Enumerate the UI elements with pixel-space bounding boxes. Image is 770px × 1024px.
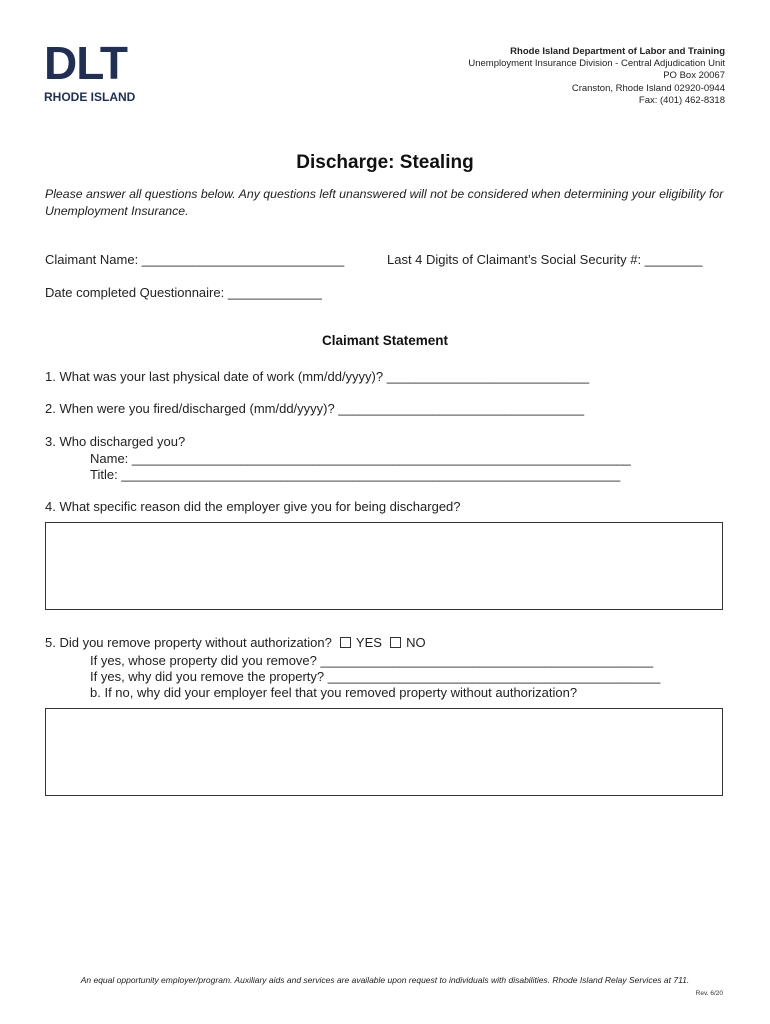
form-title: Discharge: Stealing bbox=[296, 152, 474, 173]
question-3-name-field[interactable]: Name: _____________________________________________________________________ bbox=[90, 451, 631, 466]
question-4-answer-box[interactable] bbox=[45, 522, 723, 610]
agency-fax: Fax: (401) 462-8318 bbox=[638, 94, 725, 106]
form-instructions: Please answer all questions below. Any questions left unanswered will not be considered when determining your eligibility for Unemployment Insurance. bbox=[45, 187, 724, 218]
revision-label: Rev. 6/20 bbox=[695, 990, 723, 997]
agency-city: Cranston, Rhode Island 02920-0944 bbox=[571, 82, 725, 94]
yes-checkbox[interactable] bbox=[340, 637, 351, 648]
question-5-label: 5. Did you remove property without authorization? bbox=[45, 635, 332, 650]
agency-name: Rhode Island Department of Labor and Training bbox=[510, 46, 725, 57]
logo-mark: DLT bbox=[44, 37, 128, 89]
agency-po-box: PO Box 20067 bbox=[663, 70, 725, 82]
date-completed-field[interactable]: Date completed Questionnaire: _____________ bbox=[45, 285, 322, 300]
agency-division: Unemployment Insurance Division - Central Adjudication Unit bbox=[468, 58, 725, 70]
no-checkbox[interactable] bbox=[390, 637, 401, 648]
agency-address-block bbox=[468, 46, 725, 107]
ssn-last4-field[interactable]: Last 4 Digits of Claimant’s Social Security #: ________ bbox=[387, 252, 703, 267]
question-4: 4. What specific reason did the employer give you for being discharged? bbox=[45, 499, 461, 514]
question-5b: b. If no, why did your employer feel that you removed property without authorization? bbox=[90, 685, 578, 700]
footer-notice: An equal opportunity employer/program. Auxiliary aids and services are available upon request to individuals with disabilities. Rhode Island Relay Services at 711. bbox=[80, 975, 690, 985]
question-5b-answer-box[interactable] bbox=[45, 708, 723, 796]
no-label: NO bbox=[406, 635, 426, 650]
question-1[interactable]: 1. What was your last physical date of work (mm/dd/yyyy)? ____________________________ bbox=[45, 369, 590, 384]
logo-subtitle: RHODE ISLAND bbox=[44, 90, 136, 104]
question-5-why-field[interactable]: If yes, why did you remove the property? ______________________________________________ bbox=[90, 669, 661, 684]
question-5 bbox=[45, 635, 426, 650]
question-3-title-field[interactable]: Title: _____________________________________________________________________ bbox=[90, 467, 621, 482]
yes-label: YES bbox=[355, 635, 382, 650]
section-title: Claimant Statement bbox=[321, 333, 449, 348]
question-2[interactable]: 2. When were you fired/discharged (mm/dd/yyyy)? __________________________________ bbox=[45, 401, 585, 416]
question-3: 3. Who discharged you? bbox=[45, 434, 186, 449]
question-5-whose-field[interactable]: If yes, whose property did you remove? ______________________________________________ bbox=[90, 653, 654, 668]
claimant-name-field[interactable]: Claimant Name: ____________________________ bbox=[45, 252, 345, 267]
